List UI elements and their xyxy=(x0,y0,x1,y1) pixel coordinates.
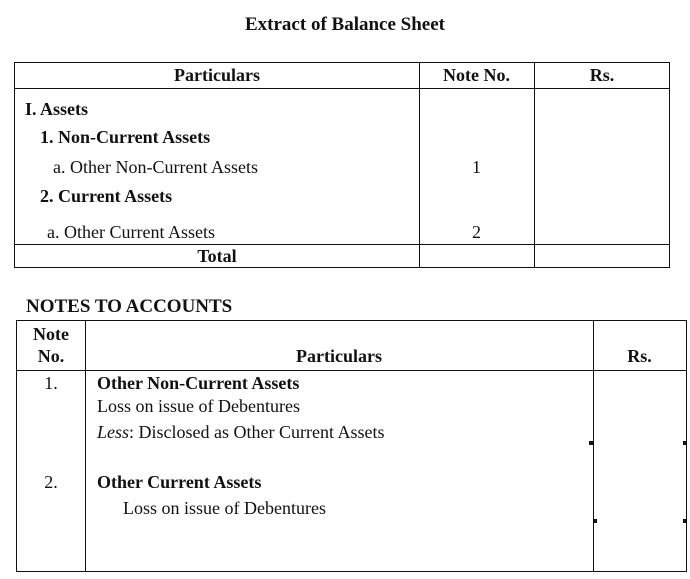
page-title: Extract of Balance Sheet xyxy=(245,14,445,35)
header-note-line2: No. xyxy=(37,346,65,366)
row-noncurrent-text: 1. Non-Current Assets xyxy=(40,127,211,147)
note-1-number: 1. xyxy=(44,373,58,393)
header-divider xyxy=(15,88,669,89)
row-other-noncurrent-label: a. Other Non-Current Assets xyxy=(53,157,258,177)
row-assets-label: I. Assets xyxy=(25,99,89,119)
scan-mark xyxy=(593,519,597,523)
note-1-line2 xyxy=(97,422,384,443)
row-noncurrent-label xyxy=(40,127,210,148)
note-2-line1: Loss on issue of Debentures xyxy=(123,498,326,518)
header-note-line1: Note xyxy=(33,324,69,344)
note-1-line2-rest: : Disclosed as Other Current Assets xyxy=(129,422,385,442)
balance-sheet-table xyxy=(14,62,670,268)
header-divider xyxy=(17,370,686,371)
header-rs: Rs. xyxy=(589,65,615,85)
note-1-title: Other Non-Current Assets xyxy=(97,373,300,393)
row-total-label: Total xyxy=(197,246,237,266)
header-note-no: Note No. xyxy=(443,65,510,85)
row-other-current-note: 2 xyxy=(472,222,481,242)
scan-mark xyxy=(683,441,687,445)
row-current-label: 2. Current Assets xyxy=(40,186,173,206)
note-1-line1: Loss on issue of Debentures xyxy=(97,396,300,416)
notes-table xyxy=(16,320,687,572)
header-rs: Rs. xyxy=(627,346,652,366)
note-2-number: 2. xyxy=(44,472,58,492)
row-other-current-label: a. Other Current Assets xyxy=(47,222,215,242)
notes-heading: NOTES TO ACCOUNTS xyxy=(26,296,233,317)
header-particulars: Particulars xyxy=(296,346,382,366)
note-2-title: Other Current Assets xyxy=(97,472,262,492)
column-divider xyxy=(534,63,535,267)
scan-mark xyxy=(683,519,687,523)
scan-mark xyxy=(589,441,593,445)
header-note-no xyxy=(17,323,85,367)
total-divider xyxy=(15,244,669,245)
note-1-less: Less xyxy=(97,422,130,442)
header-particulars: Particulars xyxy=(174,65,260,85)
row-other-noncurrent-note: 1 xyxy=(472,157,481,177)
